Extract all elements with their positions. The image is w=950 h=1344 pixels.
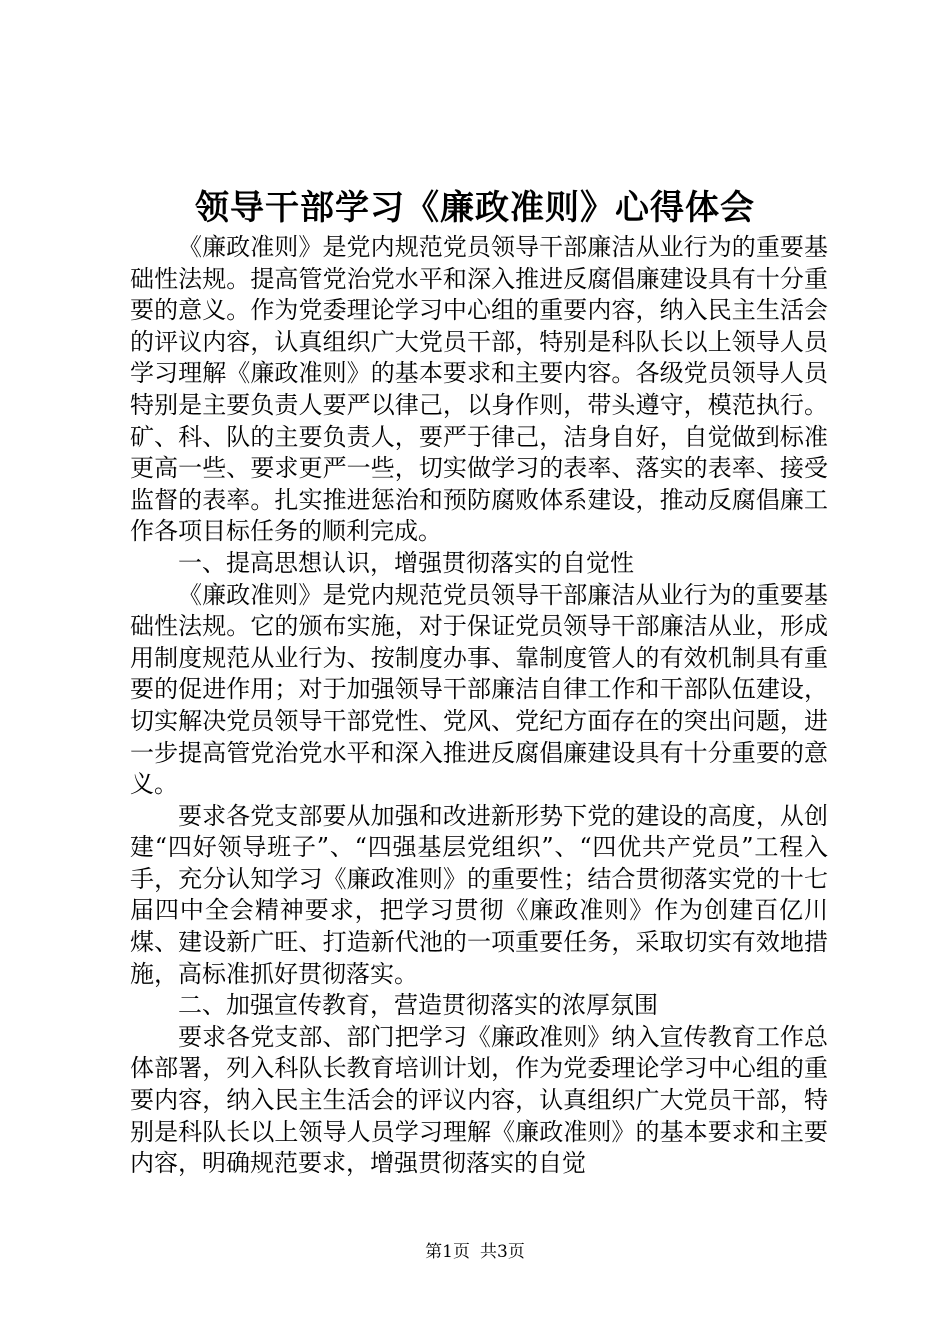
page-total: 共3页	[480, 1242, 525, 1262]
document-body	[130, 232, 828, 1180]
document-title: 领导干部学习《廉政准则》心得体会	[195, 188, 755, 228]
page-number: 第1页	[425, 1242, 470, 1262]
paragraph-section-2: 要求各党支部、部门把学习《廉政准则》纳入宣传教育工作总体部署，列入科队长教育培训计划，作为党委理论学习中心组的重要内容，纳入民主生活会的评议内容，认真组织广大党员干部，特别是科队长以上领导人员学习理解《廉政准则》的基本要求和主要内容，明确规范要求，增强贯彻落实的自觉	[130, 1022, 828, 1178]
paragraph-section-1-requirements: 要求各党支部要从加强和改进新形势下党的建设的高度，从创建“四好领导班子”、“四强基层党组织”、“四优共产党员”工程入手，充分认知学习《廉政准则》的重要性；结合贯彻落实党的十七届四中全会精神要求，把学习贯彻《廉政准则》作为创建百亿川煤、建设新广旺、打造新代池的一项重要任务，采取切实有效地措施，高标准抓好贯彻落实。	[130, 801, 828, 988]
section-heading-1: 一、提高思想认识，增强贯彻落实的自觉性	[178, 548, 634, 577]
paragraph-intro: 《廉政准则》是党内规范党员领导干部廉洁从业行为的重要基础性法规。提高管党治党水平和深入推进反腐倡廉建设具有十分重要的意义。作为党委理论学习中心组的重要内容，纳入民主生活会的评议内容，认真组织广大党员干部，特别是科队长以上领导人员学习理解《廉政准则》的基本要求和主要内容。各级党员领导人员特别是主要负责人要严以律己，以身作则，带头遵守，模范执行。矿、科、队的主要负责人，要严于律己，洁身自好，自觉做到标准更高一些、要求更严一些，切实做学习的表率、落实的表率、接受监督的表率。扎实推进惩治和预防腐败体系建设，推动反腐倡廉工作各项目标任务的顺利完成。	[130, 233, 828, 546]
section-heading-2: 二、加强宣传教育，营造贯彻落实的浓厚氛围	[178, 991, 658, 1020]
paragraph-section-1: 《廉政准则》是党内规范党员领导干部廉洁从业行为的重要基础性法规。它的颁布实施，对于保证党员领导干部廉洁从业，形成用制度规范从业行为、按制度办事、靠制度管人的有效机制具有重要的促进作用；对于加强领导干部廉洁自律工作和干部队伍建设，切实解决党员领导干部党性、党风、党纪方面存在的突出问题，进一步提高管党治党水平和深入推进反腐倡廉建设具有十分重要的意义。	[130, 580, 828, 799]
page-footer	[0, 1240, 950, 1264]
